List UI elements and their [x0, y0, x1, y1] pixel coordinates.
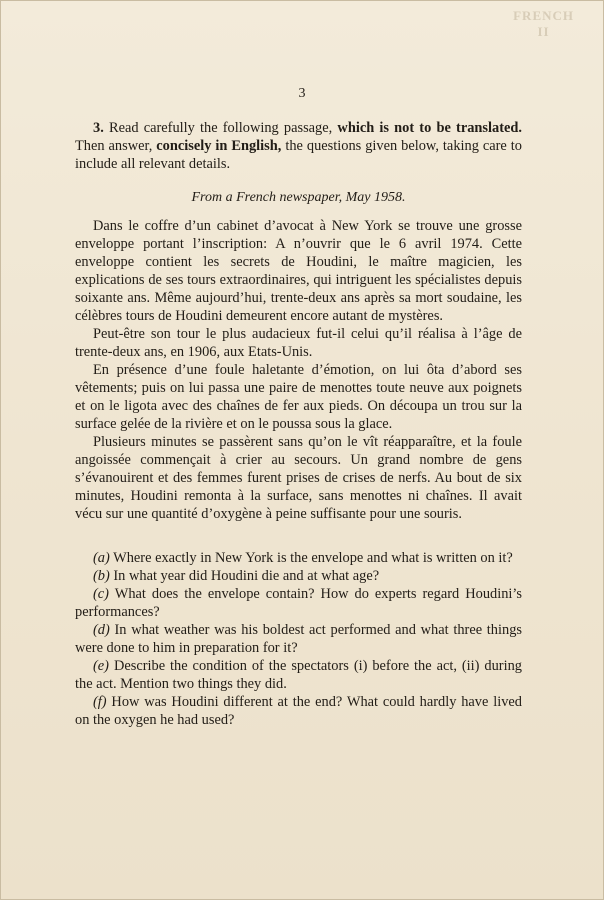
question-label: (c) [93, 586, 109, 602]
question-number: 3. [93, 120, 104, 136]
question-text: In what weather was his boldest act performed and what three things were done to him in preparation for it? [75, 622, 522, 656]
question-item-b [75, 567, 522, 585]
question-3-instructions [75, 119, 522, 173]
instruction-part-3: the questions given below, taking care to include all relevant details. [75, 138, 522, 172]
question-label: (f) [93, 694, 107, 710]
passage-paragraph: Dans le coffre d’un cabinet d’avocat à New York se trouve une grosse enveloppe portant l’inscription: A n’ouvrir que le 6 avril 1974. Cette enveloppe contient les secrets de Houdini, le maître magicien, les explications de ses tours extraordinaires, qui intriguent les spécialistes depuis soixante ans. Même aujourd’hui, trente-deux ans après sa mort soudaine, les célèbres tours de Houdini demeurent encore autant de mystères. [75, 218, 522, 324]
instruction-emphasis-1: which is not to be translated. [337, 120, 522, 136]
instruction-part-2: Then answer, [75, 138, 153, 154]
question-item-d [75, 621, 522, 657]
question-item-a [75, 549, 522, 567]
paper-label: II [537, 24, 550, 39]
question-text: Describe the condition of the spectators (i) before the act, (ii) during the act. Mention two things they did. [75, 658, 522, 692]
subject-label: FRENCH [513, 8, 574, 23]
question-label: (e) [93, 658, 109, 674]
instruction-emphasis-2: concisely in English, [156, 138, 282, 154]
passage-paragraph: Peut-être son tour le plus audacieux fut-il celui qu’il réalisa à l’âge de trente-deux ans, en 1906, aux Etats-Unis. [75, 326, 522, 360]
instruction-part-1: Read carefully the following passage, [108, 120, 333, 136]
question-text: In what year did Houdini die and at what age? [113, 568, 380, 584]
question-item-f [75, 693, 522, 729]
question-text: Where exactly in New York is the envelope and what is written on it? [113, 550, 513, 566]
page-number: 3 [298, 86, 306, 101]
question-text: What does the envelope contain? How do experts regard Houdini’s performances? [75, 586, 522, 620]
question-item-e [75, 657, 522, 693]
question-label: (a) [93, 550, 110, 566]
passage-paragraph: Plusieurs minutes se passèrent sans qu’on le vît réapparaître, et la foule angoissée commençait à crier au secours. Un grand nombre de gens s’évanouirent et des femmes furent prises de crises de nerfs. Au bout de six minutes, Houdini remonta à la surface, sans menottes ni chaînes. Il avait vécu sur une quantité d’oxygène à peine suffisante pour une souris. [75, 434, 522, 522]
question-text: How was Houdini different at the end? What could hardly have lived on the oxygen he had used? [75, 694, 522, 728]
question-3-section [75, 119, 522, 729]
passage-source: From a French newspaper, May 1958. [191, 190, 406, 205]
question-item-c [75, 585, 522, 621]
show-through-header [513, 8, 574, 40]
question-label: (b) [93, 568, 110, 584]
french-passage [75, 217, 522, 523]
passage-paragraph: En présence d’une foule haletante d’émotion, on lui ôta d’abord ses vêtements; puis on lui passa une paire de menottes toute neuve aux poignets et on le ligota avec des chaînes de fer aux pieds. On découpa un trou sur la surface gelée de la rivière et on le poussa sous la glace. [75, 362, 522, 432]
question-list [75, 549, 522, 729]
question-label: (d) [93, 622, 110, 638]
